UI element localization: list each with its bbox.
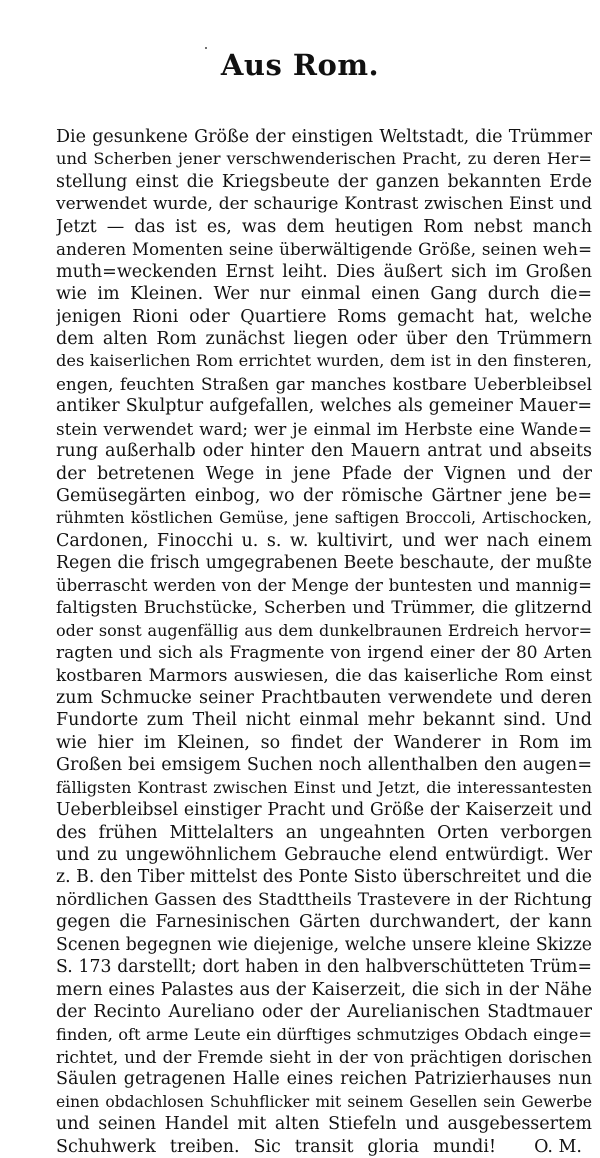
text-line: mern eines Palastes aus der Kaiserzeit, die sich in der Nähe <box>56 979 592 1000</box>
author-signature: O. M. <box>534 1136 582 1157</box>
text-line: Großen bei emsigem Suchen noch allenthalben den augen= <box>56 755 592 776</box>
text-line: wie im Kleinen. Wer nur einmal einen Gang durch die= <box>56 284 592 305</box>
text-line: wie hier im Kleinen, so findet der Wanderer in Rom im <box>56 732 592 753</box>
text-line: richtet, und der Fremde sieht in der von prächtigen dorischen <box>56 1046 592 1067</box>
text-line: Fundorte zum Theil nicht einmal mehr bekannt sind. Und <box>56 710 592 731</box>
text-line: faltigsten Bruchstücke, Scherben und Trümmer, die glitzernd <box>56 598 592 619</box>
text-line: anderen Momenten seine überwältigende Größe, seinen weh= <box>56 239 592 260</box>
text-line: des frühen Mittelalters an ungeahnten Orten verborgen <box>56 822 592 843</box>
text-line: und zu ungewöhnlichem Gebrauche elend entwürdigt. Wer <box>56 845 592 865</box>
text-line: einen obdachlosen Schuhflicker mit seinem Gesellen sein Gewerbe <box>56 1092 592 1111</box>
text-line: muth=weckenden Ernst leiht. Dies äußert sich im Großen <box>56 261 592 282</box>
text-line: jenigen Rioni oder Quartiere Roms gemacht hat, welche <box>56 306 592 327</box>
text-line: nördlichen Gassen des Stadttheils Trastevere in der Richtung <box>56 889 592 910</box>
text-line: engen, feuchten Straßen gar manches kostbare Ueberbleibsel <box>56 373 592 394</box>
text-line: der betretenen Wege in jene Pfade der Vignen und der <box>56 463 592 484</box>
text-line: des kaiserlichen Rom errichtet wurden, dem ist in den finsteren, <box>56 351 592 371</box>
text-line: Regen die frisch umgegrabenen Beete beschaute, der mußte <box>56 553 592 574</box>
text-line: und seinen Handel mit alten Stiefeln und ausgebessertem <box>56 1114 592 1135</box>
text-line: der Recinto Aureliano oder der Aurelianischen Stadtmauer <box>56 1002 592 1023</box>
article-title: Aus Rom. <box>220 48 380 82</box>
text-line: Gemüsegärten einbog, wo der römische Gärtner jene be= <box>56 486 592 506</box>
text-line: Die gesunkene Größe der einstigen Weltstadt, die Trümmer <box>56 127 592 147</box>
text-line: oder sonst augenfällig aus dem dunkelbraunen Erdreich hervor= <box>56 620 592 640</box>
text-line: rung außerhalb oder hinter den Mauern antrat und abseits <box>56 441 592 462</box>
text-line: antiker Skulptur aufgefallen, welches als gemeiner Mauer= <box>56 396 592 417</box>
text-line: ragten und sich als Fragmente von irgend einer der 80 Arten <box>56 643 592 664</box>
text-line: rühmten köstlichen Gemüse, jene saftigen Broccoli, Artischocken, <box>56 508 592 528</box>
text-line: verwendet wurde, der schaurige Kontrast zwischen Einst und <box>56 194 592 215</box>
text-line: Cardonen, Finocchi u. s. w. kultivirt, und wer nach einem <box>56 530 592 551</box>
text-line: gegen die Farnesinischen Gärten durchwandert, der kann <box>56 912 592 933</box>
text-line: zum Schmucke seiner Prachtbauten verwendete und deren <box>56 687 592 708</box>
text-line: Ueberbleibsel einstiger Pracht und Größe der Kaiserzeit und <box>56 800 592 821</box>
text-line: z. B. den Tiber mittelst des Ponte Sisto überschreitet und die <box>56 867 592 888</box>
closing-text: Schuhwerk treiben. Sic transit gloria mundi! <box>56 1136 496 1157</box>
text-line: stein verwendet ward; wer je einmal im Herbste eine Wande= <box>56 418 592 439</box>
text-line: Säulen getragenen Halle eines reichen Patrizierhauses nun <box>56 1069 592 1090</box>
text-line-last <box>56 1136 592 1158</box>
text-line: überrascht werden von der Menge der buntesten und mannig= <box>56 575 592 595</box>
text-line: finden, oft arme Leute ein dürftiges schmutziges Obdach einge= <box>56 1024 592 1044</box>
text-line: fälligsten Kontrast zwischen Einst und Jetzt, die interessantesten <box>56 777 592 797</box>
text-line: kostbaren Marmors auswiesen, die das kaiserliche Rom einst <box>56 665 592 686</box>
article-body <box>56 126 592 1158</box>
text-line: S. 173 darstellt; dort haben in den halbverschütteten Trüm= <box>56 957 592 978</box>
text-line: stellung einst die Kriegsbeute der ganzen bekannten Erde <box>56 171 592 192</box>
text-line: dem alten Rom zunächst liegen oder über den Trümmern <box>56 328 592 349</box>
text-line: Scenen begegnen wie diejenige, welche unsere kleine Skizze <box>56 934 592 955</box>
text-line: und Scherben jener verschwenderischen Pracht, zu deren Her= <box>56 149 592 169</box>
text-line: Jetzt — das ist es, was dem heutigen Rom nebst manch <box>56 216 592 237</box>
